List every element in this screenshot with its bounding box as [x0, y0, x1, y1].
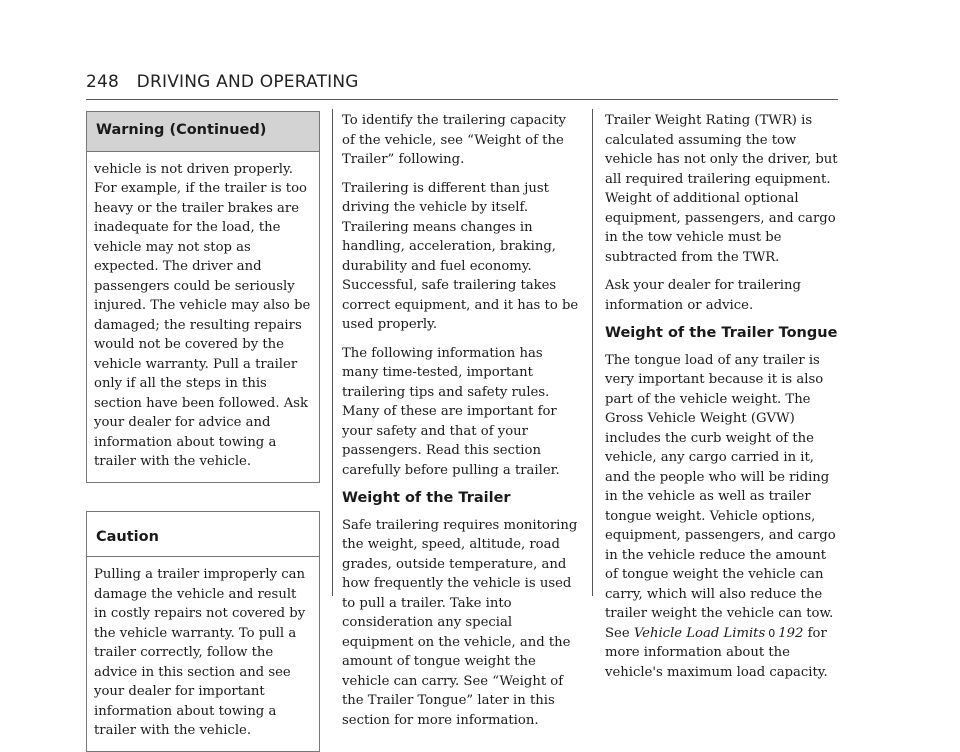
column-3: [605, 111, 841, 691]
paragraph: Safe trailering requires monitoring the weight, speed, altitude, road grades, outside temperature, and how frequently the vehicle is used to pull a trailer. Take into consideration any special equipment on the vehicle, and the amount of tongue weight the vehicle can carry. See “Weight of the Trailer Tongue” later in this section for more information.: [342, 517, 578, 728]
paragraph-text: The tongue load of any trailer is very important because it is also part of the vehicle weight. The Gross Vehicle Weight (GVW) includes the curb weight of the vehicle, any cargo carried in it, and the people who will be riding in the vehicle as well as trailer tongue weight. Vehicle options, equipment, passengers, and cargo in the vehicle reduce the amount of tongue weight the vehicle can carry, which will also reduce the trailer weight the vehicle can tow. See: [605, 352, 836, 641]
warning-body: vehicle is not driven properly. For example, if the trailer is too heavy or the trailer brakes are inadequate for the load, the vehicle may not stop as expected. The driver and passengers could be seriously injured. The vehicle may also be damaged; the resulting repairs would not be covered by the vehicle warranty. Pull a trailer only if all the steps in this section have been followed. Ask your dealer for advice and information about towing a trailer with the vehicle.: [94, 161, 311, 469]
cross-reference-link[interactable]: Vehicle Load Limits: [633, 625, 766, 641]
paragraph: [605, 351, 841, 683]
paragraph: To identify the trailering capacity of the vehicle, see “Weight of the Trailer” following.: [342, 113, 566, 167]
page-header: [86, 72, 371, 92]
column-divider-2: [592, 109, 593, 596]
section-title: DRIVING AND OPERATING: [136, 72, 359, 92]
paragraph: Trailering is different than just driving the vehicle by itself. Trailering means changes in handling, acceleration, braking, durability and fuel economy. Successful, safe trailering takes correct equipment, and it has to be used properly.: [342, 180, 579, 332]
header-rule: [86, 99, 838, 100]
column-divider-1: [332, 109, 333, 596]
section-heading-tongue-weight: Weight of the Trailer Tongue: [605, 325, 838, 341]
page-ref-icon: 0: [768, 626, 776, 640]
column-2: [342, 111, 580, 739]
paragraph: Trailer Weight Rating (TWR) is calculated assuming the tow vehicle has not only the driver, but all required trailering equipment. Weight of additional optional equipment, passengers, and cargo in the tow vehicle must be subtracted from the TWR.: [605, 113, 838, 265]
page-number: 248: [86, 72, 120, 92]
warning-box: [86, 111, 320, 483]
paragraph: The following information has many time-tested, important trailering tips and safety rules. Many of these are important for your safety and that of your passengers. Read this section carefully before pulling a trailer.: [342, 345, 560, 478]
caution-body: Pulling a trailer improperly can damage the vehicle and result in costly repairs not covered by the vehicle warranty. To pull a trailer correctly, follow the advice in this section and see your dealer for important information about towing a trailer with the vehicle.: [94, 567, 306, 738]
caution-box: [86, 511, 320, 752]
section-heading-trailer-weight: Weight of the Trailer: [342, 490, 511, 506]
column-1: [86, 111, 320, 752]
paragraph-text: for more information about the vehicle's maximum load capacity.: [605, 625, 828, 680]
warning-title: Warning (Continued): [87, 112, 319, 152]
page-ref-number[interactable]: 192: [778, 625, 804, 641]
paragraph: Ask your dealer for trailering information or advice.: [605, 278, 801, 313]
caution-title: Caution: [87, 512, 319, 558]
